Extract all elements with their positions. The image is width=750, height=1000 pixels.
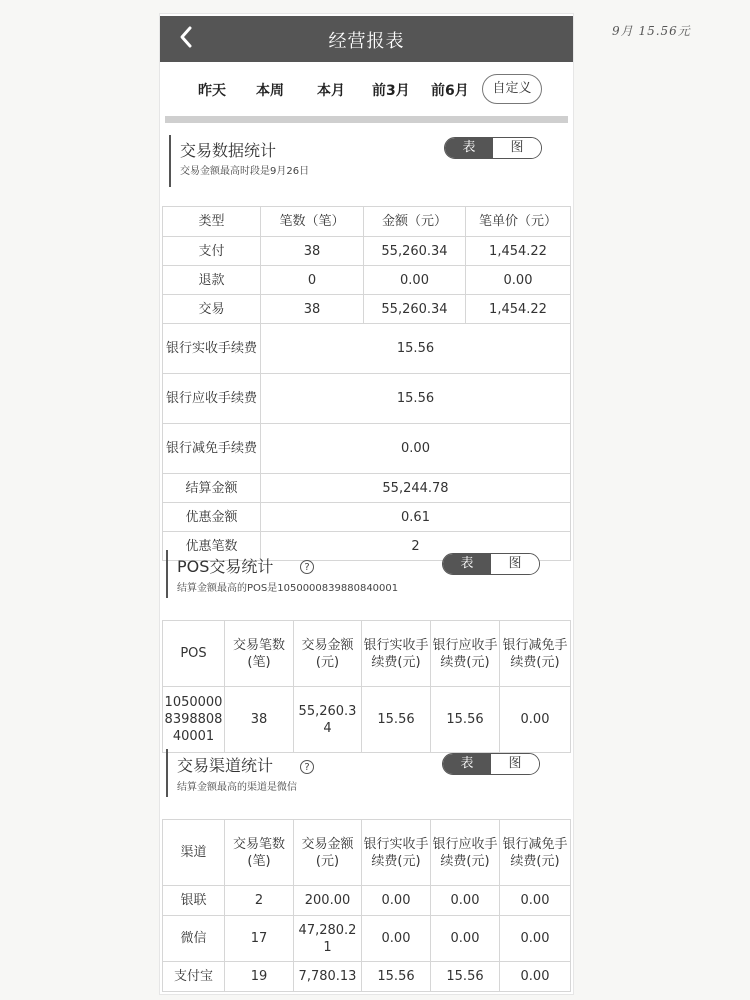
table-cell: 银联 [163,886,225,916]
header-cell: 笔单价（元） [466,207,571,237]
section3-view-toggle [442,753,540,775]
help-icon[interactable]: ? [300,760,314,774]
table-cell: 1,454.22 [466,237,571,266]
summary-label: 银行应收手续费 [163,374,261,424]
table-header-row [163,207,571,237]
header-cell: 银行实收手续费(元) [362,820,431,886]
pos-table [162,620,571,753]
table-cell: 19 [225,962,294,992]
header-cell: 笔数（笔） [261,207,364,237]
section2-subtitle: 结算金额最高的POS是1050000839880840001 [177,583,399,594]
summary-row [163,424,571,474]
table-row [163,295,571,324]
table-cell: 交易 [163,295,261,324]
table-header-row [163,621,571,687]
table-cell: 200.00 [294,886,362,916]
header-cell: 交易笔数(笔) [225,820,294,886]
section3-title: 交易渠道统计 [177,756,274,775]
summary-value: 15.56 [261,324,571,374]
table-cell: 38 [225,687,294,753]
table-cell: 55,260.34 [364,295,466,324]
summary-row [163,374,571,424]
summary-label: 银行减免手续费 [163,424,261,474]
table-row [163,687,571,753]
table-cell: 1050000839880840001 [163,687,225,753]
table-cell: 15.56 [431,687,500,753]
table-view-button[interactable]: 表 [443,754,491,774]
section-accent [166,749,168,797]
table-cell: 38 [261,237,364,266]
header-cell: 渠道 [163,820,225,886]
header-cell: POS [163,621,225,687]
table-cell: 55,260.34 [294,687,362,753]
filter-last-6-months[interactable]: 前6月 [431,83,469,99]
table-row [163,886,571,916]
table-cell: 0.00 [362,886,431,916]
table-cell: 15.56 [362,687,431,753]
summary-value: 2 [261,532,571,561]
summary-label: 银行实收手续费 [163,324,261,374]
header-cell: 交易笔数(笔) [225,621,294,687]
table-cell: 0.00 [362,916,431,962]
header-bar [160,16,573,62]
section1-title: 交易数据统计 [180,141,277,160]
header-cell: 交易金额(元) [294,820,362,886]
table-cell: 0.00 [500,962,571,992]
summary-label: 优惠金额 [163,503,261,532]
summary-row [163,474,571,503]
table-cell: 0.00 [431,916,500,962]
table-cell: 38 [261,295,364,324]
table-cell: 微信 [163,916,225,962]
table-header-row [163,820,571,886]
table-cell: 55,260.34 [364,237,466,266]
section-accent [166,550,168,598]
section3-subtitle: 结算金额最高的渠道是微信 [177,782,297,793]
filter-this-week[interactable]: 本周 [256,83,284,99]
section-accent [169,135,171,187]
table-cell: 支付宝 [163,962,225,992]
section2-title: POS交易统计 [177,557,274,576]
chart-view-button[interactable]: 图 [491,754,539,774]
header-cell: 金额（元） [364,207,466,237]
table-cell: 47,280.21 [294,916,362,962]
section1-view-toggle [444,137,542,159]
table-row [163,237,571,266]
filter-yesterday[interactable]: 昨天 [198,83,226,99]
summary-value: 0.00 [261,424,571,474]
summary-row [163,324,571,374]
table-cell: 0.00 [431,886,500,916]
table-cell: 17 [225,916,294,962]
table-view-button[interactable]: 表 [445,138,493,158]
divider [165,116,568,123]
filter-last-3-months[interactable]: 前3月 [372,83,410,99]
summary-row [163,503,571,532]
table-cell: 支付 [163,237,261,266]
table-cell: 0 [261,266,364,295]
header-cell: 银行应收手续费(元) [431,621,500,687]
header-cell: 类型 [163,207,261,237]
table-cell: 0.00 [500,886,571,916]
header-cell: 银行减免手续费(元) [500,621,571,687]
table-row [163,266,571,295]
header-cell: 交易金额(元) [294,621,362,687]
period-filters [160,72,573,112]
table-cell: 1,454.22 [466,295,571,324]
table-cell: 15.56 [362,962,431,992]
table-cell: 0.00 [364,266,466,295]
header-cell: 银行减免手续费(元) [500,820,571,886]
summary-label: 优惠笔数 [163,532,261,561]
summary-value: 15.56 [261,374,571,424]
custom-range-button[interactable]: 自定义 [482,74,542,104]
chart-view-button[interactable]: 图 [491,554,539,574]
summary-value: 0.61 [261,503,571,532]
table-row [163,916,571,962]
report-page [160,14,573,994]
help-icon[interactable]: ? [300,560,314,574]
table-cell: 7,780.13 [294,962,362,992]
table-cell: 0.00 [500,687,571,753]
filter-this-month[interactable]: 本月 [317,83,345,99]
summary-value: 55,244.78 [261,474,571,503]
page-title: 经营报表 [328,31,405,52]
table-cell: 0.00 [466,266,571,295]
chart-view-button[interactable]: 图 [493,138,541,158]
header-cell: 银行实收手续费(元) [362,621,431,687]
table-cell: 2 [225,886,294,916]
header-cell: 银行应收手续费(元) [431,820,500,886]
transaction-table [162,206,571,561]
channel-table [162,819,571,992]
summary-label: 结算金额 [163,474,261,503]
section1-subtitle: 交易金额最高时段是9月26日 [180,166,310,177]
table-cell: 0.00 [500,916,571,962]
table-row [163,962,571,992]
table-cell: 15.56 [431,962,500,992]
table-view-button[interactable]: 表 [443,554,491,574]
section2-view-toggle [442,553,540,575]
handwritten-note: 9月 15.56元 [612,24,691,38]
table-cell: 退款 [163,266,261,295]
